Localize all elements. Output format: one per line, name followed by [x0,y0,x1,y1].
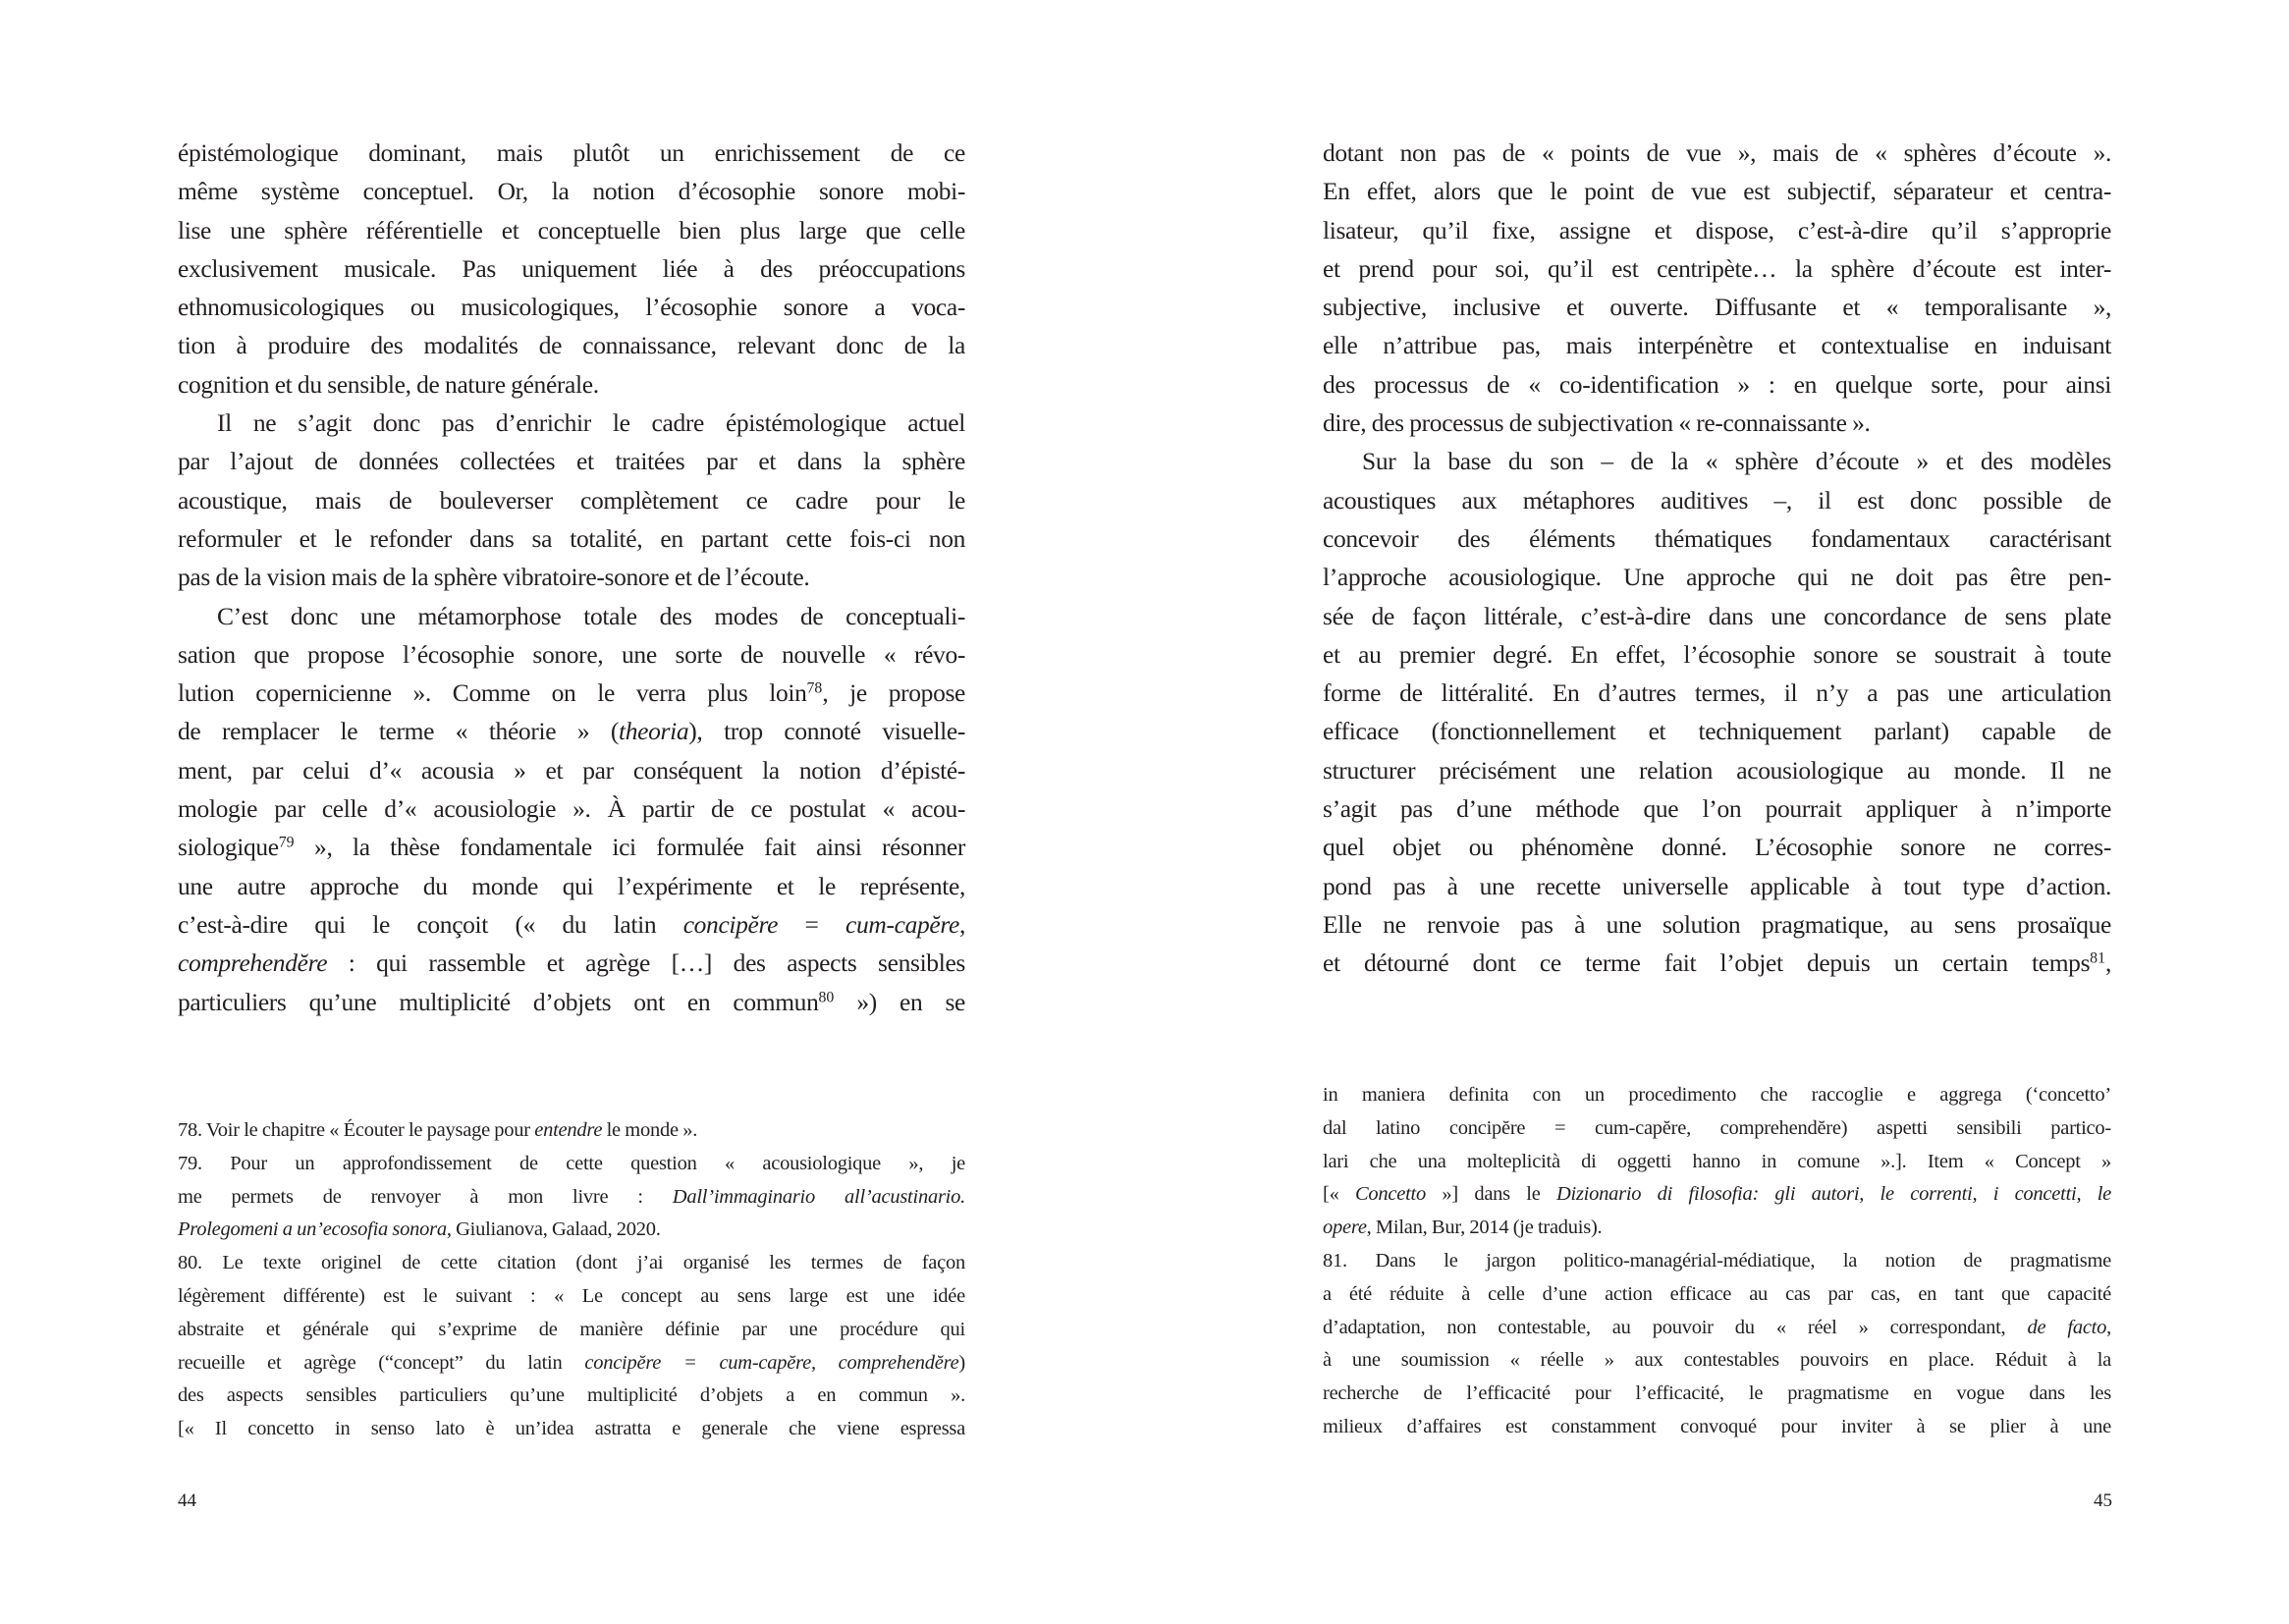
text-line [1323,789,2111,828]
text-run: s’agit pas d’une méthode que l’on pourrait appliquer à n’importe [1323,794,2111,824]
text-line [178,635,965,674]
text-run: des aspects sensibles particuliers qu’une multiplicité d’objets a en commun ». [178,1384,965,1407]
text-run: sée de façon littérale, c’est-à-dire dans une concordance de sens plate [1323,601,2111,630]
text-line [1323,597,2111,635]
text-run: de remplacer le terme « théorie » ( [178,717,620,746]
text-run: Il ne s’agit donc pas d’enrichir le cadre épistémologique actuel [217,408,965,438]
text-run: particuliers qu’une multiplicité d’objets ont en commun [178,987,819,1016]
text-run: , [2106,1316,2111,1338]
text-line [178,1114,965,1148]
text-run: tion à produire des modalités de connaissance, relevant donc de la [178,331,965,360]
text-line [1323,867,2111,905]
text-run: dotant non pas de « points de vue », mais de « sphères d’écoute ». [1323,138,2111,167]
text-run: 80. Le texte originel de cette citation (dont j’ai organisé les termes de façon [178,1252,965,1274]
text-run: a été réduite à celle d’une action efficace au cas par cas, en tant que capacité [1323,1282,2111,1305]
text-run: Elle ne renvoie pas à une solution pragmatique, au sens prosaïque [1323,909,2111,939]
text-line [178,288,965,326]
text-line [1323,365,2111,404]
text-run: , Giulianova, Galaad, 2020. [446,1218,661,1241]
text-run: par l’ajout de données collectées et traitées par et dans la sphère [178,447,965,476]
text-run: abstraite et générale qui s’exprime de manière définie par une procédure qui [178,1318,965,1340]
italic-text: de facto [2027,1316,2107,1338]
text-run: , [958,909,965,939]
text-run: me permets de renvoyer à mon livre : [178,1185,673,1208]
text-run: = [778,909,846,939]
text-line [178,1347,965,1380]
text-run: ment, par celui d’« acousia » et par conséquent la notion d’épisté- [178,755,965,785]
text-run: in maniera definita con un procedimento che raccoglie e aggrega (‘concetto’ [1323,1084,2111,1106]
text-line [178,558,965,596]
text-run: recueille et agrège (“concept” du latin [178,1351,585,1374]
text-run: et prend pour soi, qu’il est centripète… la sphère d’écoute est inter- [1323,253,2111,283]
text-run: d’adaptation, non contestable, au pouvoir du « réel » correspondant, [1323,1316,2028,1338]
text-line [178,1314,965,1347]
footnote-reference: 78 [806,679,823,697]
text-run: recherche de l’efficacité pour l’efficacité, le pragmatisme en vogue dans les [1323,1382,2111,1405]
text-run: acoustique, mais de bouleverser complètement ce cadre pour le [178,485,965,514]
text-run: siologique [178,833,279,862]
text-run: l’approche acousiologique. Une approche qui ne doit pas être pen- [1323,563,2111,592]
text-run: [« Il concetto in senso lato è un’idea astratta e generale che viene espressa [178,1418,965,1440]
body-text [178,134,965,1021]
italic-text: Dizionario di filosofia: gli autori, le correnti, i concetti, le [1555,1183,2112,1206]
text-line [178,134,965,172]
right-page [1145,0,2289,1624]
footnote-reference: 79 [278,834,295,851]
footnotes [1323,1079,2111,1444]
text-line [1323,172,2111,210]
text-line [178,326,965,364]
page-number: 44 [178,1490,196,1511]
text-line [1323,481,2111,519]
text-line [178,1280,965,1314]
text-line [1323,1212,2111,1245]
text-run: lise une sphère référentielle et conceptuelle bien plus large que celle [178,215,965,244]
text-line [178,1380,965,1413]
text-run: le monde ». [602,1119,698,1141]
text-line [1323,1312,2111,1345]
text-line [178,789,965,828]
text-line [178,828,965,866]
text-run: : qui rassemble et agrège […] des aspects sensibles [327,948,965,978]
text-run: subjective, inclusive et ouverte. Diffusante et « temporalisante », [1323,293,2111,322]
text-line [1323,1278,2111,1312]
text-run: structurer précisément une relation acousiologique au monde. Il ne [1323,755,2111,785]
text-line [1323,905,2111,944]
text-line [178,867,965,905]
text-run: et détourné dont ce terme fait l’objet depuis un certain temps [1323,948,2091,978]
footnote-reference: 81 [2090,949,2105,967]
text-line [1323,635,2111,674]
text-run: ) [958,1351,965,1374]
text-line [1323,558,2111,596]
text-run: »] dans le [1425,1183,1556,1206]
text-line [1323,751,2111,789]
text-line [178,751,965,789]
text-line [1323,288,2111,326]
text-line [178,905,965,944]
text-line [1323,1178,2111,1212]
text-run: milieux d’affaires est constamment convoqué pour inviter à se plier à une [1323,1415,2111,1437]
page-number: 45 [2094,1490,2112,1511]
text-line [178,1181,965,1215]
text-run: ») en se [834,987,965,1016]
text-run: épistémologique dominant, mais plutôt un enrichissement de ce [178,138,965,167]
text-line [178,365,965,404]
text-run: dal latino concipĕre = cum-capĕre, comprehendĕre) aspetti sensibili partico- [1323,1116,2111,1139]
text-run: », la thèse fondamentale ici formulée fait ainsi résonner [294,833,965,862]
text-line [1323,134,2111,172]
text-run: [« [1323,1183,1355,1206]
text-line [1323,1146,2111,1179]
text-line [178,519,965,558]
text-line [178,211,965,249]
left-page [0,0,1144,1624]
text-line [178,481,965,519]
text-line [178,1148,965,1181]
text-line [178,983,965,1021]
text-run: ), trop connoté visuelle- [688,717,965,746]
text-line [178,944,965,982]
italic-text: theoria [619,717,689,746]
text-run: sation que propose l’écosophie sonore, une sorte de nouvelle « révo- [178,639,965,669]
text-run: 78. Voir le chapitre « Écouter le paysage pour [178,1119,535,1141]
text-run: , [2104,948,2111,978]
text-line [178,674,965,712]
italic-text: comprehendĕre [178,948,328,978]
text-line [1323,1411,2111,1444]
text-run: forme de littéralité. En d’autres termes, il n’y a pas une articulation [1323,678,2111,708]
text-line [1323,326,2111,364]
text-run: , Milan, Bur, 2014 (je traduis). [1366,1217,1603,1239]
italic-text: cum-capĕre [845,909,959,939]
italic-text: Dall’immaginario all’acustinario. [672,1185,965,1208]
italic-text: entendre [534,1119,603,1141]
text-line [1323,1245,2111,1278]
text-run: à une soumission « réelle » aux contestables pouvoirs en place. Réduit à la [1323,1349,2111,1372]
text-run: des processus de « co-identification » : en quelque sorte, pour ainsi [1323,369,2111,399]
text-run: concevoir des éléments thématiques fondamentaux caractérisant [1323,523,2111,553]
text-line [178,442,965,480]
text-run: ethnomusicologiques ou musicologiques, l’écosophie sonore a voca- [178,293,965,322]
footnote-reference: 80 [818,988,835,1005]
text-run: , je propose [822,678,966,708]
text-run: une autre approche du monde qui l’expérimente et le représente, [178,871,965,900]
text-run: dire, des processus de subjectivation « re-connaissante ». [1323,408,1871,438]
text-line [1323,211,2111,249]
italic-text: opere [1323,1217,1367,1239]
text-run: exclusivement musicale. Pas uniquement liée à des préoccupations [178,253,965,283]
text-line [178,1214,965,1247]
text-line [1323,249,2111,288]
text-run: cognition et du sensible, de nature générale. [178,369,599,399]
body-text [1323,134,2111,983]
text-run: efficace (fonctionnellement et techniquement parlant) capable de [1323,717,2111,746]
text-run: 79. Pour un approfondissement de cette question « acousiologique », je [178,1152,965,1174]
text-line [1323,1378,2111,1411]
text-run: c’est-à-dire qui le conçoit (« du latin [178,909,683,939]
italic-text: Concetto [1354,1183,1426,1206]
text-line [178,1413,965,1446]
text-run: lari che una molteplicità di oggetti hanno in comune ».]. Item « Concept » [1323,1150,2111,1172]
text-line [178,1247,965,1280]
text-run: En effet, alors que le point de vue est subjectif, séparateur et centra- [1323,177,2111,206]
text-run: quel objet ou phénomène donné. L’écosophie sonore ne corres- [1323,833,2111,862]
text-line [178,404,965,442]
text-line [1323,828,2111,866]
italic-text: Prolegomeni a un’ecosofia sonora [178,1218,447,1241]
text-line [1323,519,2111,558]
text-run: elle n’attribue pas, mais interpénètre et contextualise en induisant [1323,331,2111,360]
text-line [1323,1112,2111,1146]
text-line [178,712,965,750]
text-run: mologie par celle d’« acousiologie ». À partir de ce postulat « acou- [178,794,965,824]
text-run: C’est donc une métamorphose totale des modes de conceptuali- [217,601,965,630]
text-line [1323,944,2111,982]
text-run: lution copernicienne ». Comme on le verra plus loin [178,678,807,708]
text-line [1323,404,2111,442]
text-run: même système conceptuel. Or, la notion d’écosophie sonore mobi- [178,177,965,206]
text-line [1323,442,2111,480]
text-line [1323,712,2111,750]
text-run: pas de la vision mais de la sphère vibratoire-sonore et de l’écoute. [178,563,810,592]
text-line [1323,674,2111,712]
text-run: acoustiques aux métaphores auditives –, il est donc possible de [1323,485,2111,514]
text-run: lisateur, qu’il fixe, assigne et dispose, c’est-à-dire qu’il s’approprie [1323,215,2111,244]
text-run: reformuler et le refonder dans sa totalité, en partant cette fois-ci non [178,523,965,553]
text-line [178,597,965,635]
text-run: pond pas à une recette universelle applicable à tout type d’action. [1323,871,2111,900]
text-run: légèrement différente) est le suivant : « Le concept au sens large est une idée [178,1284,965,1307]
italic-text: concipĕre = cum-capĕre, comprehendĕre [584,1351,959,1374]
text-line [178,172,965,210]
text-run: 81. Dans le jargon politico-managérial-médiatique, la notion de pragmatisme [1323,1249,2111,1272]
footnotes [178,1114,965,1446]
italic-text: concipĕre [682,909,779,939]
text-line [1323,1079,2111,1112]
text-run: Sur la base du son – de la « sphère d’écoute » et des modèles [1362,447,2111,476]
text-line [178,249,965,288]
text-line [1323,1344,2111,1378]
text-run: et au premier degré. En effet, l’écosophie sonore se soustrait à toute [1323,639,2111,669]
